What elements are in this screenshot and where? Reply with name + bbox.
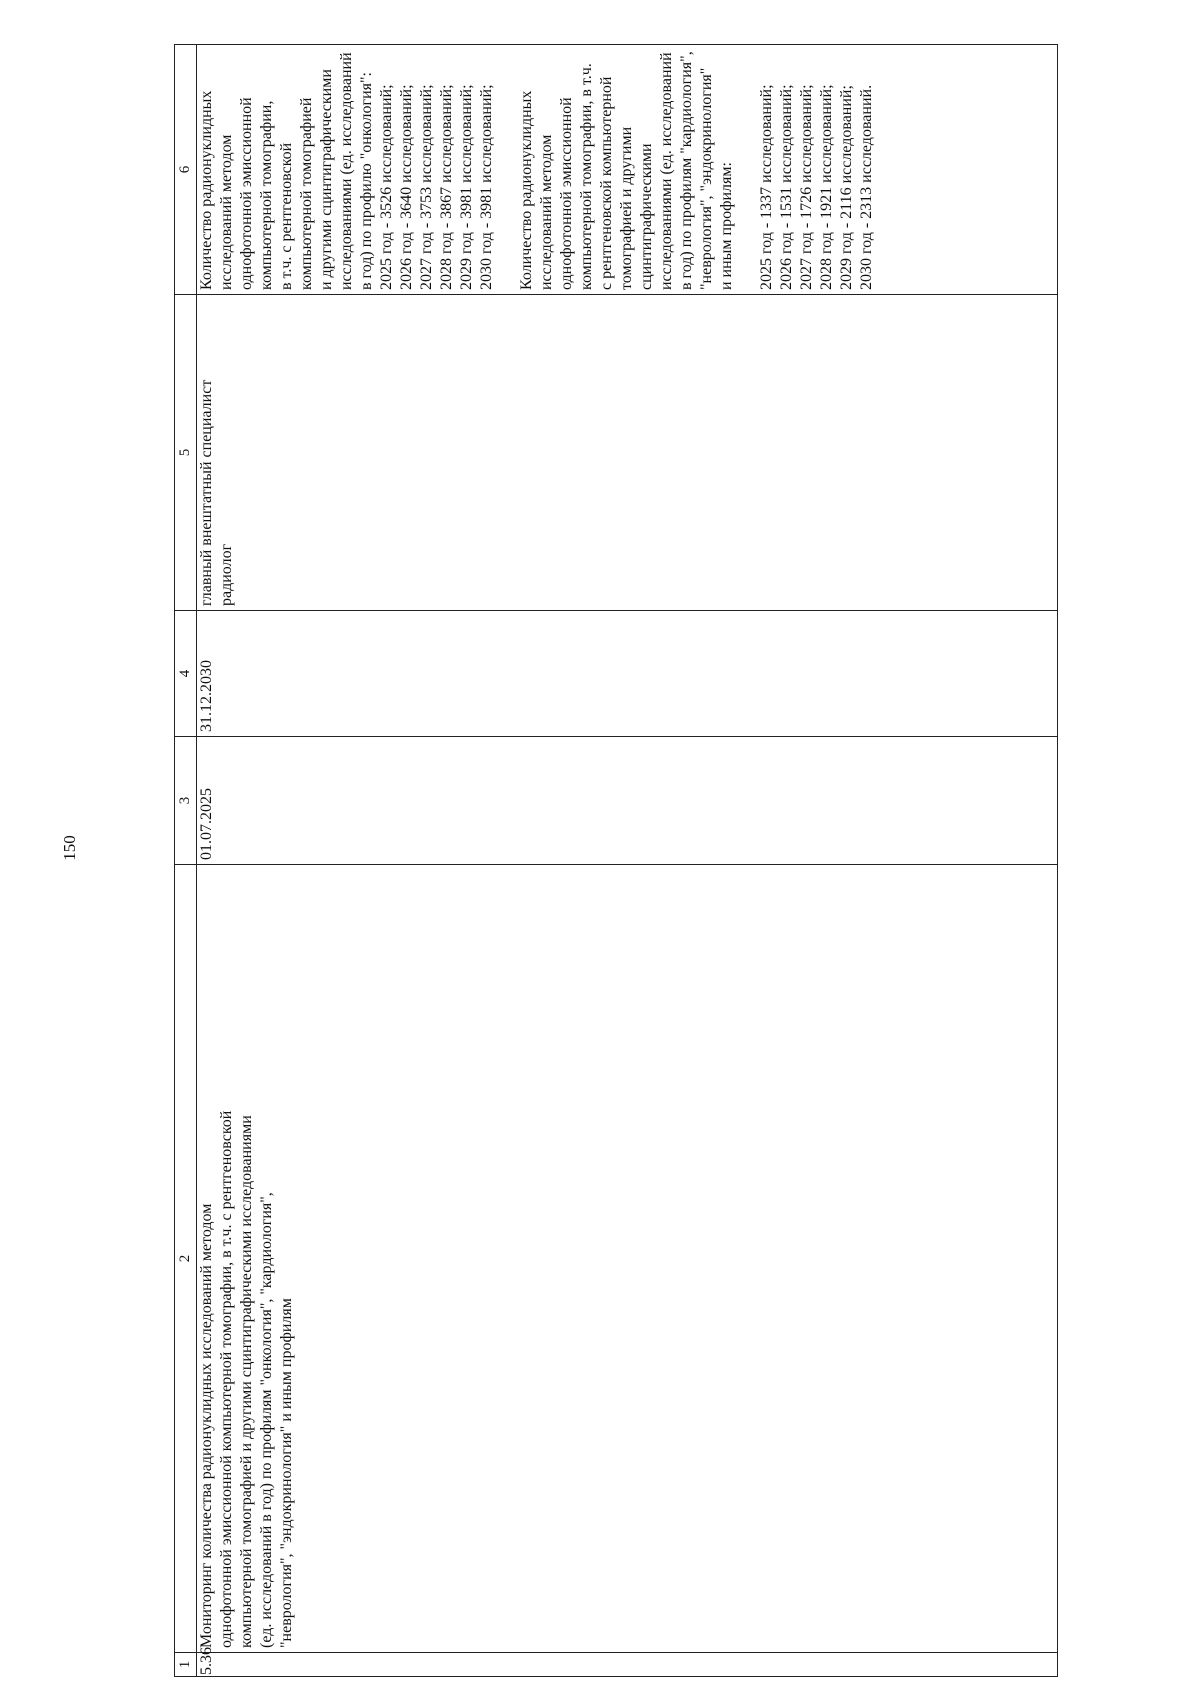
header-col-2: 2 [175, 865, 197, 1653]
header-col-5: 5 [175, 295, 197, 611]
measures-table [174, 44, 1058, 1677]
indicators-cell [197, 45, 1058, 295]
end-date: 31.12.2030 [197, 611, 1058, 737]
responsible-person: главный внештатный специалист радиолог [197, 295, 1058, 611]
spacer [497, 49, 517, 290]
measure-description: Мониторинг количества радионуклидных исследований методом однофотонной эмиссионной компьютерной томографии, в т.ч. с рентгеновской компьютерной томографией и другими сцинтиграфическими исследованиями (ед. исследований в год) по профилям "онкология", "кардиология", "неврология", "эндокринология" и иным профилям [197, 865, 1058, 1653]
header-row [175, 45, 197, 1677]
indicator-other-profiles-values: 2025 год - 1337 исследований; 2026 год - 1531 исследований; 2027 год - 1726 исследований; 2028 год - 1921 исследований; 2029 год - 2116 исследований; 2030 год - 2313 исследований. [758, 84, 875, 290]
rotated-table-container [174, 45, 1058, 1677]
indicator-oncology: Количество радионуклидных исследований методом однофотонной эмиссионной компьютерной томографии, в т.ч. с рентгеновской компьютерной томографией и другими сцинтиграфическими исследованиями (ед. исследований в год) по профилю "онкология": 2025 год - 3526 исследований; 2026 год - 3640 исследований; 2027 год - 3753 исследований; 2028 год - 3867 исследований; 2029 год - 3981 исследований; 2030 год - 3981 исследований; [198, 52, 495, 290]
header-col-1: 1 [175, 1653, 197, 1677]
indicator-other-profiles: Количество радионуклидных исследований методом однофотонной эмиссионной компьютерной томографии, в т.ч. с рентгеновской компьютерной томографией и другими сцинтиграфическими исследованиями (ед. исследований в год) по профилям "кардиология", "неврология", "эндокринология" и иным профилям: [518, 51, 735, 290]
row-number: 5.36 [197, 1653, 1058, 1677]
page-number: 150 [60, 835, 79, 861]
header-col-4: 4 [175, 611, 197, 737]
header-col-6: 6 [175, 45, 197, 295]
spacer [737, 49, 757, 290]
table-row [197, 45, 1058, 1677]
start-date: 01.07.2025 [197, 737, 1058, 865]
header-col-3: 3 [175, 737, 197, 865]
